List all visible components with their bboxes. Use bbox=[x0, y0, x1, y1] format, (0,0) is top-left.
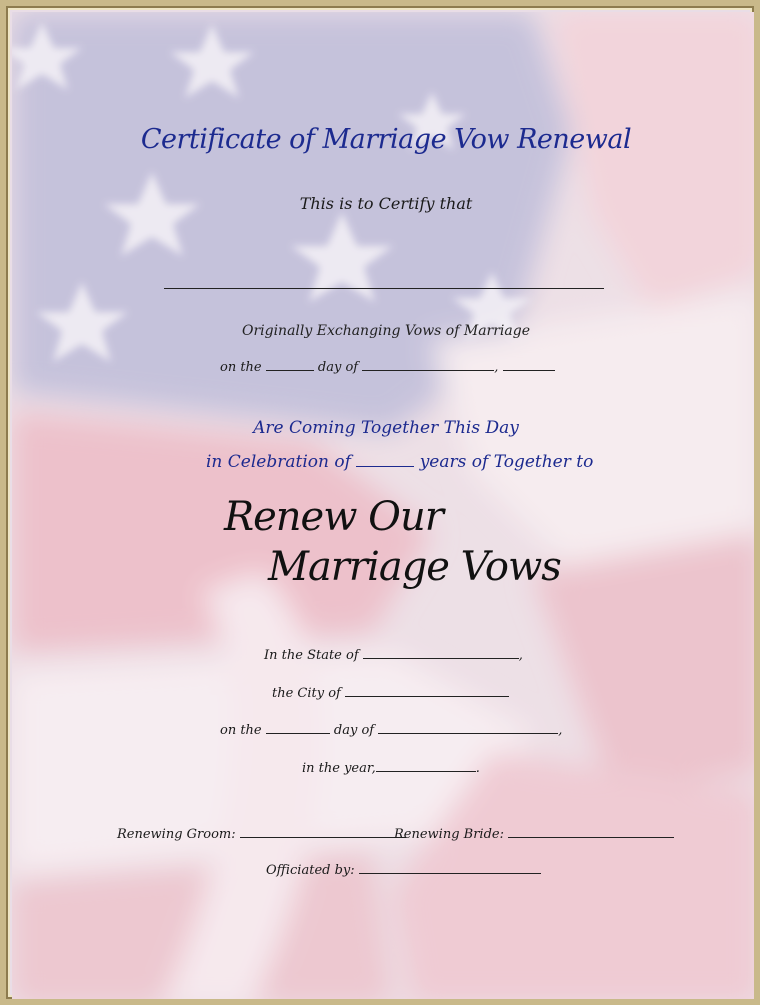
groom-row bbox=[117, 823, 406, 842]
celebration-suffix: years of Together to bbox=[419, 452, 594, 472]
year-label: in the year, bbox=[302, 761, 376, 776]
couple-names-line bbox=[164, 288, 604, 289]
original-day-blank bbox=[266, 356, 314, 371]
years-blank bbox=[356, 452, 414, 467]
certificate-content bbox=[6, 6, 760, 1005]
state-comma: , bbox=[518, 648, 523, 663]
bride-label: Renewing Bride: bbox=[394, 827, 504, 842]
original-year-blank bbox=[503, 356, 555, 371]
original-date-row bbox=[220, 356, 555, 375]
state-blank bbox=[363, 644, 519, 659]
marriage-vows-heading: Marriage Vows bbox=[268, 544, 561, 590]
on-the-label: on the bbox=[220, 360, 262, 375]
day-of-label-2: day of bbox=[333, 723, 375, 738]
city-row bbox=[272, 682, 509, 701]
coming-together-line: Are Coming Together This Day bbox=[253, 418, 519, 438]
renewal-month-blank bbox=[378, 719, 558, 734]
certify-line: This is to Certify that bbox=[299, 194, 473, 213]
officiated-label: Officiated by: bbox=[266, 863, 355, 878]
bride-signature-blank bbox=[508, 823, 674, 838]
officiant-signature-blank bbox=[359, 859, 541, 874]
officiant-row bbox=[266, 859, 541, 878]
state-row bbox=[264, 644, 523, 663]
year-row bbox=[302, 757, 480, 776]
renew-our-heading: Renew Our bbox=[224, 494, 443, 540]
on-the-label-2: on the bbox=[220, 723, 262, 738]
day-of-label: day of bbox=[317, 360, 359, 375]
comma: , bbox=[494, 360, 499, 375]
renewal-date-row bbox=[220, 719, 562, 738]
year-period: . bbox=[475, 761, 480, 776]
year-blank bbox=[376, 757, 476, 772]
renewal-comma: , bbox=[558, 723, 563, 738]
renewal-day-blank bbox=[266, 719, 330, 734]
certificate-title: Certificate of Marriage Vow Renewal bbox=[140, 124, 632, 155]
celebration-prefix: in Celebration of bbox=[206, 452, 351, 472]
groom-signature-blank bbox=[240, 823, 406, 838]
originally-exchanging-line: Originally Exchanging Vows of Marriage bbox=[241, 323, 531, 339]
groom-label: Renewing Groom: bbox=[117, 827, 236, 842]
city-blank bbox=[345, 682, 509, 697]
state-label: In the State of bbox=[264, 648, 359, 663]
original-month-blank bbox=[362, 356, 494, 371]
celebration-row bbox=[206, 452, 593, 472]
bride-row bbox=[394, 823, 674, 842]
city-label: the City of bbox=[272, 686, 341, 701]
